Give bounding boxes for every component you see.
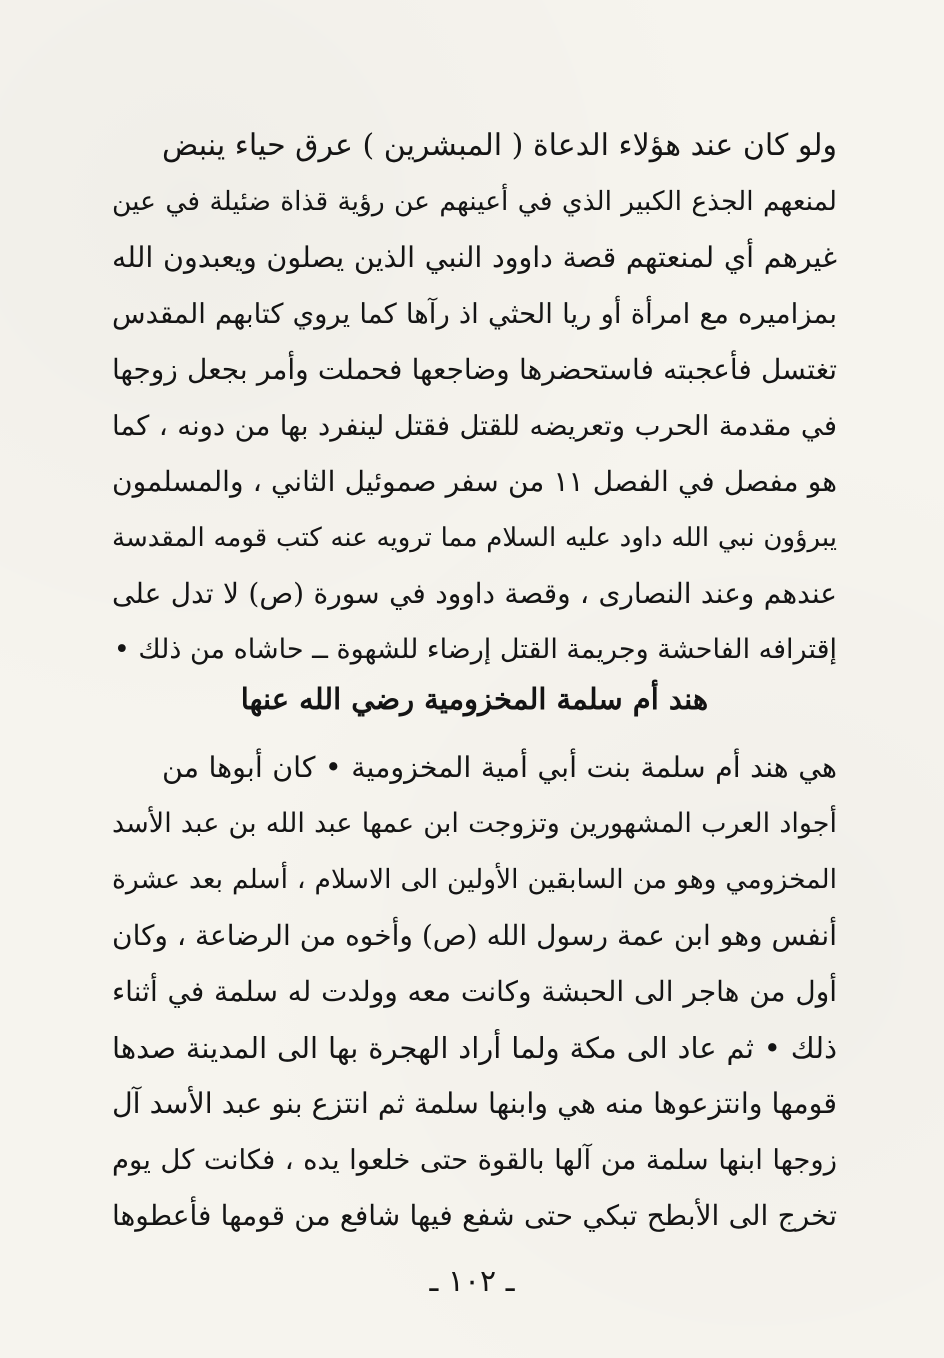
paragraph-1-line: لمنعهم الجذع الكبير الذي في أعينهم عن رؤية قذاة ضئيلة في عين bbox=[112, 186, 837, 217]
paragraph-2-line: تخرج الى الأبطح تبكي حتى شفع فيها شافع من قومها فأعطوها bbox=[112, 1199, 837, 1232]
paragraph-2-line: ذلك • ثم عاد الى مكة ولما أراد الهجرة بها الى المدينة صدها bbox=[112, 1031, 837, 1065]
paragraph-1-line: هو مفصل في الفصل ١١ من سفر صموئيل الثاني ، والمسلمون bbox=[112, 465, 837, 498]
paragraph-2-line: أنفس وهو ابن عمة رسول الله (ص) وأخوه من الرضاعة ، وكان bbox=[112, 919, 837, 952]
page-number: ـ ١٠٢ ـ bbox=[429, 1264, 515, 1299]
paragraph-1-line: عندهم وعند النصارى ، وقصة داوود في سورة (ص) لا تدل على bbox=[112, 577, 837, 610]
paragraph-1-line: إقترافه الفاحشة وجريمة القتل إرضاء للشهوة ــ حاشاه من ذلك • bbox=[113, 634, 837, 665]
paragraph-2-line: أجواد العرب المشهورين وتزوجت ابن عمها عبد الله بن عبد الأسد bbox=[112, 808, 837, 839]
paragraph-2-line: قومها وانتزعوها منه هي وابنها سلمة ثم انتزع بنو عبد الأسد آل bbox=[112, 1087, 837, 1120]
paragraph-2-line: المخزومي وهو من السابقين الأولين الى الاسلام ، أسلم بعد عشرة bbox=[112, 864, 837, 895]
paragraph-1-line: ولو كان عند هؤلاء الدعاة ( المبشرين ) عرق حياء ينبض bbox=[162, 128, 837, 163]
paragraph-1-line: يبرؤون نبي الله داود عليه السلام مما ترويه عنه كتب قومه المقدسة bbox=[112, 523, 837, 553]
paragraph-2-line: أول من هاجر الى الحبشة وكانت معه وولدت له سلمة في أثناء bbox=[112, 975, 837, 1008]
paragraph-1-line: تغتسل فأعجبته فاستحضرها وضاجعها فحملت وأمر بجعل زوجها bbox=[112, 353, 837, 386]
paragraph-2-line: هي هند أم سلمة بنت أبي أمية المخزومية • كان أبوها من bbox=[162, 751, 837, 784]
paragraph-1-line: غيرهم أي لمنعتهم قصة داوود النبي الذين يصلون ويعبدون الله bbox=[112, 241, 837, 274]
paragraph-1-line: بمزاميره مع امرأة أو ريا الحثي اذ رآها كما يروي كتابهم المقدس bbox=[112, 298, 837, 330]
paragraph-1-line: في مقدمة الحرب وتعريضه للقتل فقتل لينفرد بها من دونه ، كما bbox=[112, 410, 837, 442]
section-heading: هند أم سلمة المخزومية رضي الله عنها bbox=[240, 682, 709, 716]
paragraph-2-line: زوجها ابنها سلمة من آلها بالقوة حتى خلعوا يده ، فكانت كل يوم bbox=[112, 1144, 837, 1176]
